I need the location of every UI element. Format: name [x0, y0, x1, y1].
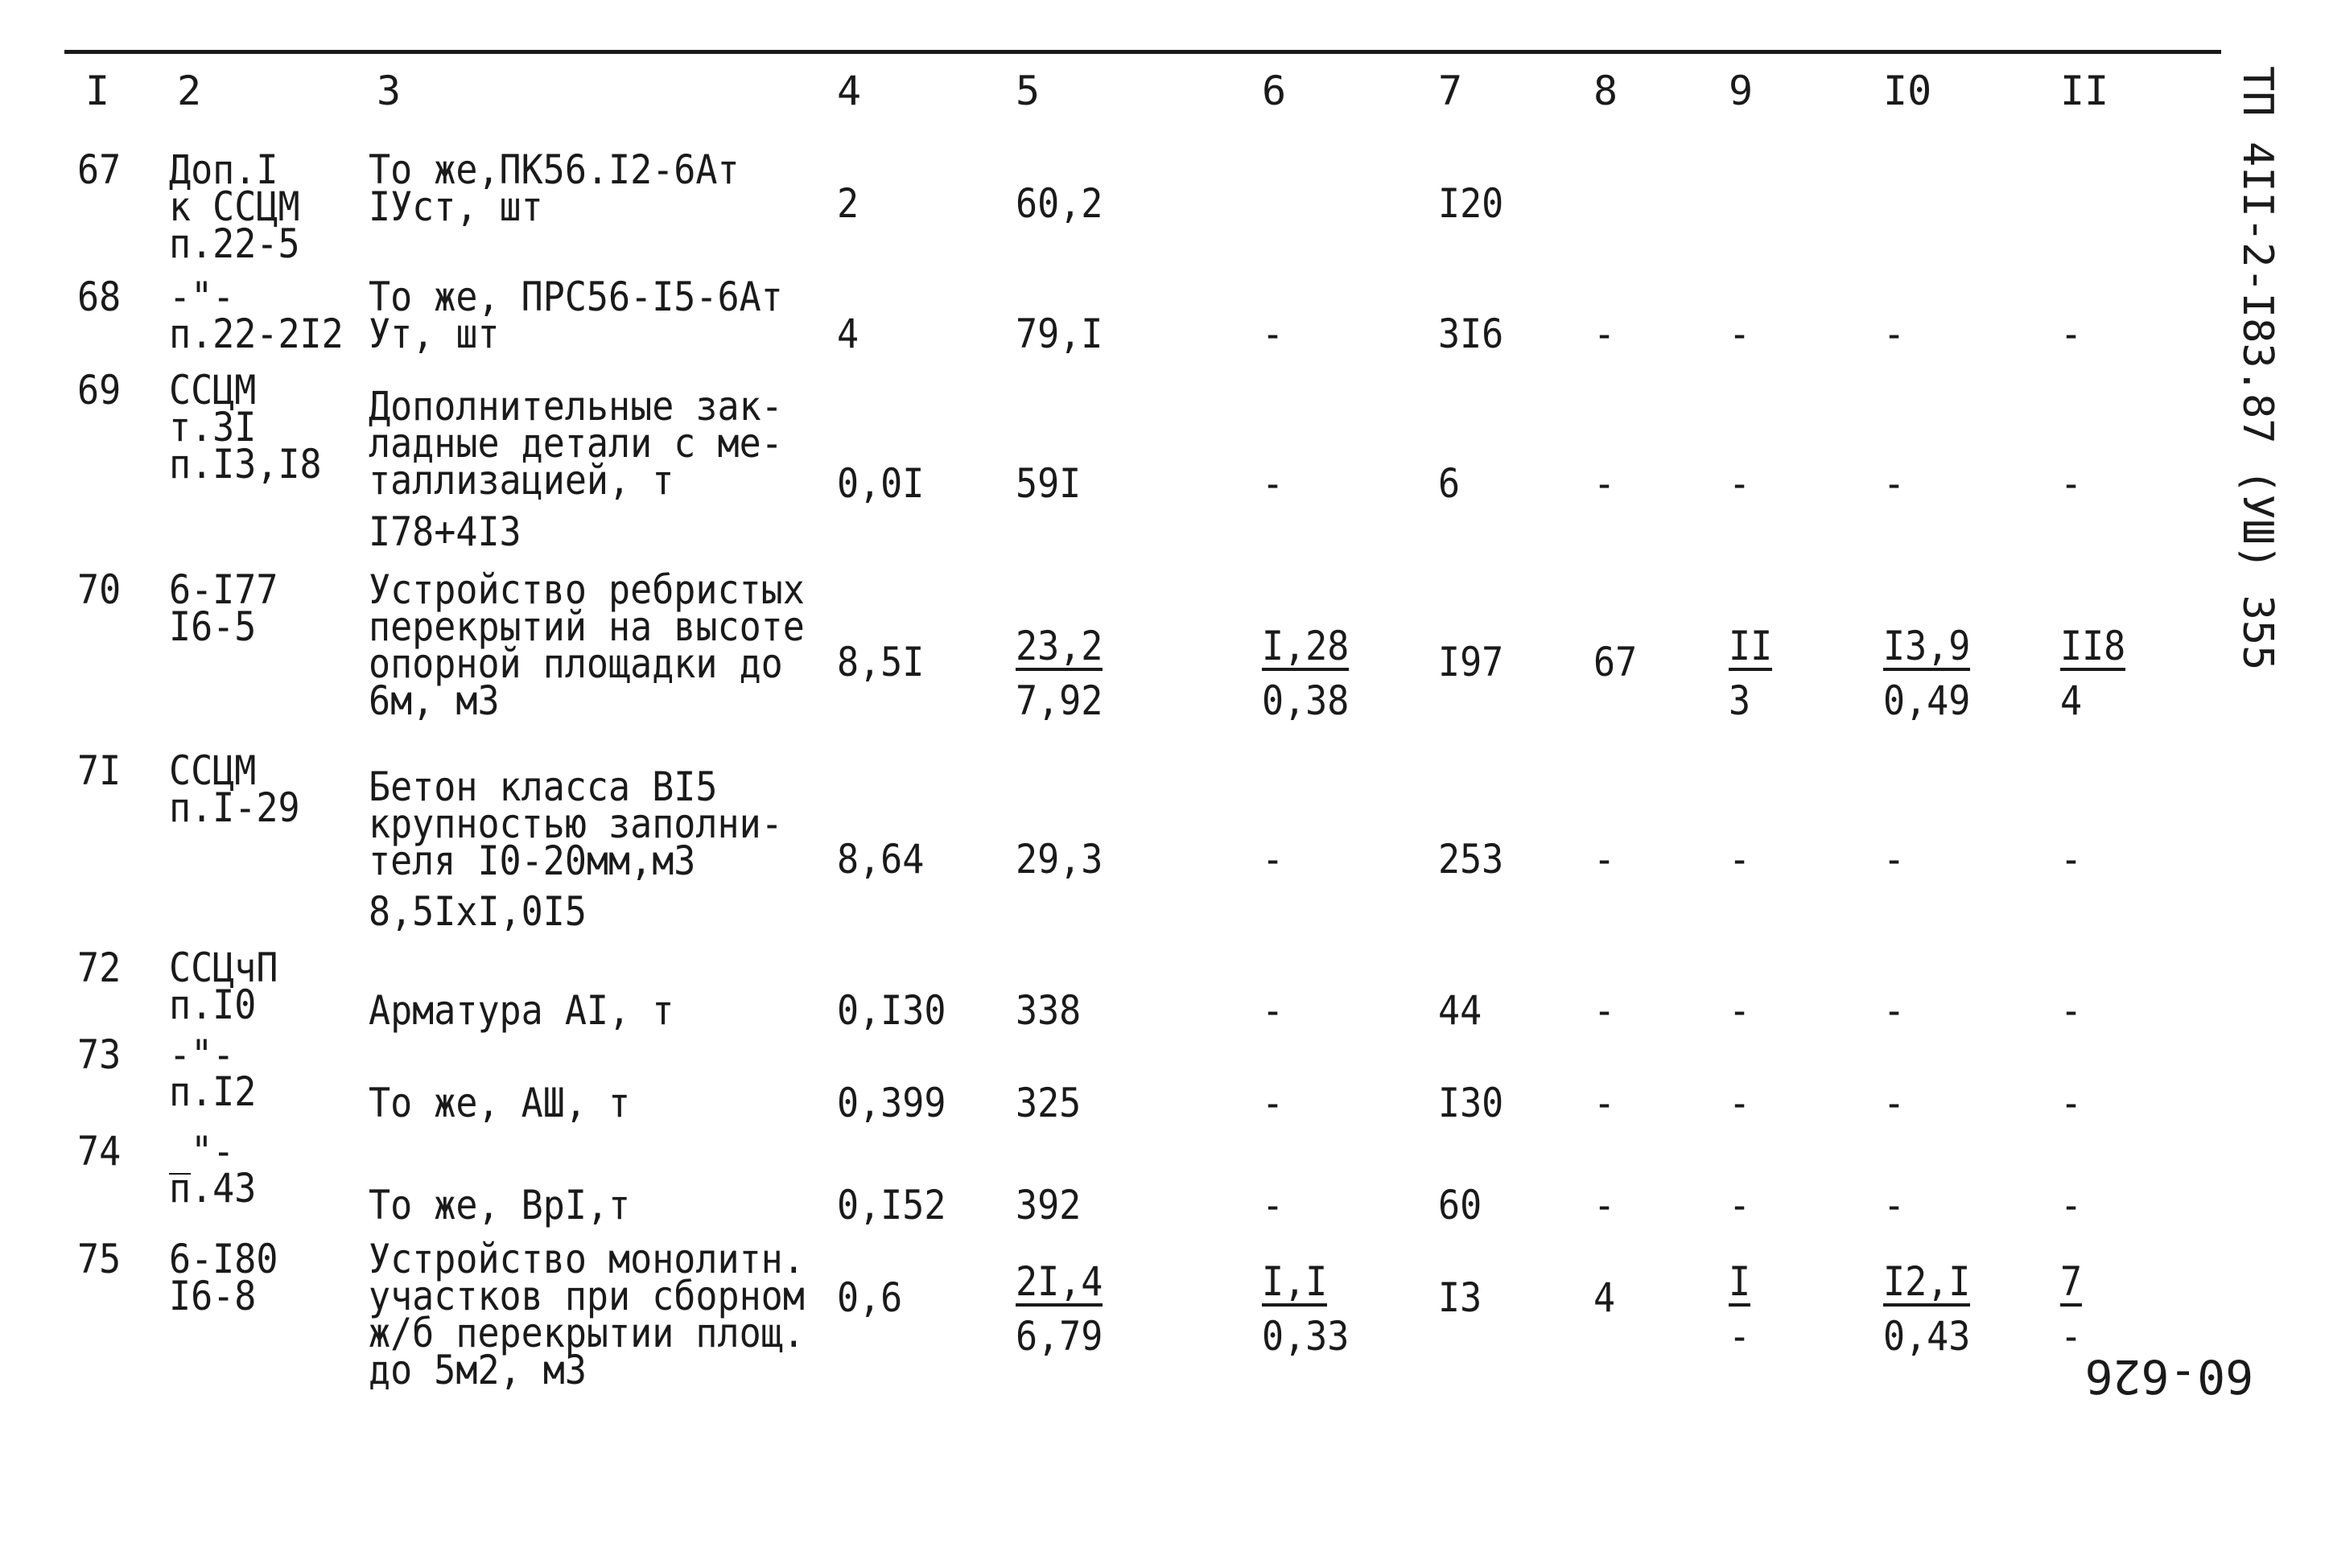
ref-line: п.43: [169, 1165, 257, 1212]
ref-line: _"-: [169, 1128, 235, 1175]
description-line: теля I0-20мм,м3: [369, 838, 696, 884]
value-c7: 60: [1438, 1182, 1482, 1228]
fraction-denominator: 6,79: [1016, 1313, 1103, 1360]
fraction-denominator: 3: [1729, 677, 1751, 724]
value-c10: -: [1883, 836, 1906, 883]
description-line: до 5м2, м3: [369, 1347, 587, 1393]
value-c7: 253: [1438, 836, 1504, 883]
column-header-3: 3: [377, 68, 402, 114]
column-header-7: 7: [1438, 68, 1463, 114]
ref-line: -"-: [169, 1031, 235, 1078]
value-c4: 4: [837, 311, 859, 357]
description-line: 6м, м3: [369, 677, 500, 724]
ref-line: п.22-5: [169, 220, 300, 267]
description-line: Дополнительные зак-: [369, 383, 783, 430]
value-c9: -: [1729, 1182, 1751, 1228]
value-c10: -: [1883, 460, 1906, 507]
description-line: ж/б перекрытии площ.: [369, 1310, 805, 1356]
value-c6: -: [1262, 460, 1284, 507]
column-header-9: 9: [1729, 68, 1754, 114]
doc-number: 60-626: [2084, 1349, 2253, 1404]
calc-note: I78+4I3: [369, 508, 521, 555]
value-c4: 8,64: [837, 836, 925, 883]
value-c9: -: [1729, 1080, 1751, 1126]
value-c7: 6: [1438, 460, 1461, 507]
value-c8: -: [1593, 1080, 1616, 1126]
ref-line: 6-I80: [169, 1236, 278, 1282]
column-header-10: I0: [1883, 68, 1932, 114]
value-c7: I20: [1438, 180, 1504, 227]
value-c11: -: [2060, 1182, 2083, 1228]
ref-line: 6-I77: [169, 566, 278, 613]
column-header-4: 4: [837, 68, 862, 114]
value-c4: 0,399: [837, 1080, 946, 1126]
value-c11: -: [2060, 311, 2083, 357]
value-c7: I30: [1438, 1080, 1504, 1126]
value-c7: I97: [1438, 639, 1504, 685]
calc-note: 8,5IxI,0I5: [369, 888, 587, 935]
value-c5: 392: [1016, 1182, 1082, 1228]
description-line: таллизацией, т: [369, 457, 674, 504]
value-c8: -: [1593, 1182, 1616, 1228]
value-c4: 0,0I: [837, 460, 925, 507]
description-line: IУст, шт: [369, 183, 543, 230]
ref-line: ССЦМ: [169, 367, 257, 414]
ref-line: I6-8: [169, 1273, 257, 1319]
fraction-c10: [1883, 623, 1971, 724]
value-c11: -: [2060, 836, 2083, 883]
value-c8: 4: [1593, 1274, 1616, 1321]
value-c11: -: [2060, 1080, 2083, 1126]
value-c5: 59I: [1016, 460, 1082, 507]
fraction-denominator: 0,49: [1883, 677, 1971, 724]
value-c8: 67: [1593, 639, 1638, 685]
value-c10: -: [1883, 1182, 1906, 1228]
column-header-6: 6: [1262, 68, 1287, 114]
row-number: 73: [77, 1031, 122, 1078]
value-c6: -: [1262, 311, 1284, 357]
value-c5: 325: [1016, 1080, 1082, 1126]
value-c8: -: [1593, 836, 1616, 883]
header-rule: [64, 50, 2221, 54]
description-line: То же, ПРС56-I5-6Ат: [369, 274, 783, 320]
fraction-c11: [2060, 1258, 2083, 1360]
value-c9: -: [1729, 311, 1751, 357]
ref-line: ССЦчП: [169, 945, 278, 991]
fraction-c5: [1016, 623, 1103, 724]
fraction-denominator: -: [1729, 1313, 1751, 1360]
value-c8: -: [1593, 311, 1616, 357]
value-c9: -: [1729, 836, 1751, 883]
fraction-c6: [1262, 1258, 1350, 1360]
column-header-11: II: [2060, 68, 2109, 114]
fraction-numerator: I2,I: [1883, 1258, 1971, 1305]
value-c4: 8,5I: [837, 639, 925, 685]
ref-line: Доп.I: [169, 146, 278, 193]
description-line: Устройство монолитн.: [369, 1236, 805, 1282]
description-line: перекрытий на высоте: [369, 603, 805, 650]
description-line: Арматура AI, т: [369, 987, 674, 1034]
description-line: крупностью заполни-: [369, 800, 783, 847]
value-c5: 79,I: [1016, 311, 1103, 357]
description-line: То же, BpI,т: [369, 1182, 631, 1228]
ref-line: п.I-29: [169, 784, 300, 831]
ref-line: п.I2: [169, 1068, 257, 1115]
ref-line: т.3I: [169, 404, 257, 451]
row-number: 70: [77, 566, 122, 613]
fraction-numerator: II8: [2060, 623, 2126, 669]
row-number: 68: [77, 274, 122, 320]
description-line: То же,ПК56.I2-6Ат: [369, 146, 740, 193]
row-number: 7I: [77, 747, 122, 794]
value-c8: -: [1593, 987, 1616, 1034]
value-c7: I3: [1438, 1274, 1482, 1321]
description-line: То же, АШ, т: [369, 1080, 631, 1126]
fraction-denominator: 0,38: [1262, 677, 1350, 724]
description-line: опорной площадки до: [369, 640, 783, 687]
value-c4: 0,6: [837, 1274, 903, 1321]
fraction-denominator: 7,92: [1016, 677, 1103, 724]
ref-line: к ССЦМ: [169, 183, 300, 230]
value-c6: -: [1262, 836, 1284, 883]
fraction-c9: [1729, 623, 1773, 724]
fraction-denominator: -: [2060, 1313, 2083, 1360]
description-line: Бетон класса BI5: [369, 763, 718, 810]
column-header-8: 8: [1593, 68, 1618, 114]
fraction-c9: [1729, 1258, 1751, 1360]
value-c6: -: [1262, 987, 1284, 1034]
fraction-denominator: 0,43: [1883, 1313, 1971, 1360]
description-line: участков при сборном: [369, 1273, 805, 1319]
row-number: 75: [77, 1236, 122, 1282]
value-c4: 2: [837, 180, 859, 227]
fraction-numerator: I3,9: [1883, 623, 1971, 669]
fraction-numerator: I: [1729, 1258, 1751, 1305]
fraction-c11: [2060, 623, 2126, 724]
ref-line: п.I3,I8: [169, 441, 322, 488]
column-header-1: I: [85, 68, 110, 114]
column-header-5: 5: [1016, 68, 1041, 114]
description-line: Устройство ребристых: [369, 566, 805, 613]
ref-line: п.22-2I2: [169, 311, 344, 357]
value-c5: 338: [1016, 987, 1082, 1034]
description-line: ладные детали с ме-: [369, 420, 783, 467]
fraction-numerator: 23,2: [1016, 623, 1103, 669]
row-number: 67: [77, 146, 122, 193]
row-number: 72: [77, 945, 122, 991]
ref-line: -"-: [169, 274, 235, 320]
value-c4: 0,I30: [837, 987, 946, 1034]
value-c11: -: [2060, 460, 2083, 507]
fraction-c10: [1883, 1258, 1971, 1360]
value-c11: -: [2060, 987, 2083, 1034]
fraction-numerator: I,I: [1262, 1258, 1328, 1305]
fraction-numerator: I,28: [1262, 623, 1350, 669]
value-c6: -: [1262, 1182, 1284, 1228]
row-number: 74: [77, 1128, 122, 1175]
fraction-numerator: 7: [2060, 1258, 2083, 1305]
value-c5: 29,3: [1016, 836, 1103, 883]
fraction-denominator: 0,33: [1262, 1313, 1350, 1360]
value-c9: -: [1729, 460, 1751, 507]
description-line: Ут, шт: [369, 311, 500, 357]
fraction-numerator: II: [1729, 623, 1773, 669]
value-c8: -: [1593, 460, 1616, 507]
ref-line: п.I0: [169, 982, 257, 1028]
value-c10: -: [1883, 311, 1906, 357]
value-c10: -: [1883, 1080, 1906, 1126]
fraction-denominator: 4: [2060, 677, 2083, 724]
row-number: 69: [77, 367, 122, 414]
value-c7: 3I6: [1438, 311, 1504, 357]
fraction-c6: [1262, 623, 1350, 724]
fraction-numerator: 2I,4: [1016, 1258, 1103, 1305]
ref-line: ССЦМ: [169, 747, 257, 794]
fraction-c5: [1016, 1258, 1103, 1360]
value-c5: 60,2: [1016, 180, 1103, 227]
value-c4: 0,I52: [837, 1182, 946, 1228]
ref-line: I6-5: [169, 603, 257, 650]
column-header-2: 2: [177, 68, 202, 114]
value-c10: -: [1883, 987, 1906, 1034]
value-c9: -: [1729, 987, 1751, 1034]
value-c6: -: [1262, 1080, 1284, 1126]
value-c7: 44: [1438, 987, 1482, 1034]
side-project-label: ТП 4II-2-I83.87 (УШ) 355: [2233, 66, 2282, 671]
